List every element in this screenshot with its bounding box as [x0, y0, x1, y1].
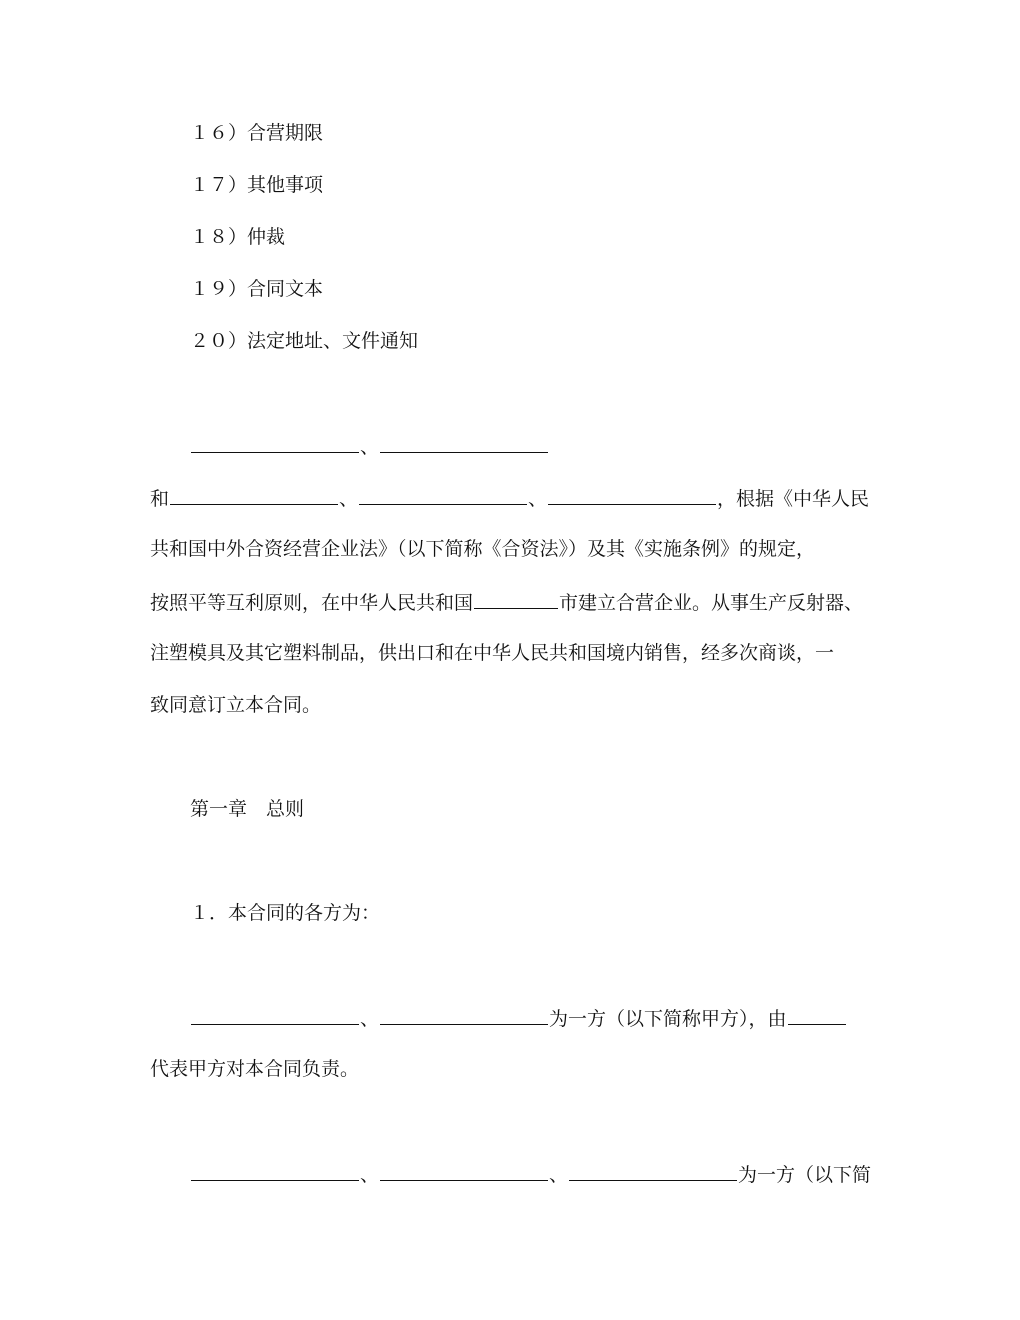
separator: 、: [528, 488, 548, 510]
toc-item-19: １９）合同文本: [190, 278, 324, 300]
preamble-line-4-tail: 市建立合营企业。从事生产反射器、: [559, 592, 864, 614]
fill-blank: [191, 1160, 359, 1181]
chapter-title: 第一章 总则: [190, 798, 305, 820]
preamble-line-6: 致同意订立本合同。: [150, 694, 322, 716]
toc-item-16: １６）合营期限: [190, 122, 324, 144]
separator: 、: [360, 1008, 380, 1030]
preamble-line-1: [190, 432, 549, 460]
party-b-text: 为一方（以下简: [738, 1164, 872, 1186]
preamble-line-5: 注塑模具及其它塑料制品，供出口和在中华人民共和国境内销售，经多次商谈，一: [150, 642, 835, 664]
preamble-line-2: [150, 484, 869, 512]
party-b-line-1: [190, 1160, 871, 1188]
toc-item-20: ２０）法定地址、文件通知: [190, 330, 419, 352]
fill-blank-representative: [788, 1004, 846, 1025]
preamble-line-4: [150, 588, 863, 616]
fill-blank: [380, 1004, 548, 1025]
party-a-line-1: [190, 1004, 847, 1032]
separator: 、: [360, 1164, 380, 1186]
fill-blank: [191, 432, 359, 453]
fill-blank: [548, 484, 716, 505]
party-a-text: 为一方（以下简称甲方），由: [549, 1008, 787, 1030]
clause-1: １．本合同的各方为：: [190, 902, 381, 924]
separator: 、: [549, 1164, 569, 1186]
conjunction-text: 和: [150, 488, 170, 510]
fill-blank: [380, 432, 548, 453]
toc-item-18: １８）仲裁: [190, 226, 286, 248]
preamble-line-2-tail: ，根据《中华人民: [717, 488, 870, 510]
party-a-line-2: 代表甲方对本合同负责。: [150, 1058, 360, 1080]
fill-blank: [359, 484, 527, 505]
fill-blank: [191, 1004, 359, 1025]
separator: 、: [339, 488, 359, 510]
fill-blank: [569, 1160, 737, 1181]
fill-blank-city: [474, 588, 558, 609]
preamble-line-4-head: 按照平等互利原则，在中华人民共和国: [150, 592, 474, 614]
fill-blank: [170, 484, 338, 505]
fill-blank: [380, 1160, 548, 1181]
toc-item-17: １７）其他事项: [190, 174, 324, 196]
preamble-line-3: 共和国中外合资经营企业法》（以下简称《合资法》）及其《实施条例》的规定，: [150, 538, 816, 560]
separator: 、: [360, 436, 380, 458]
